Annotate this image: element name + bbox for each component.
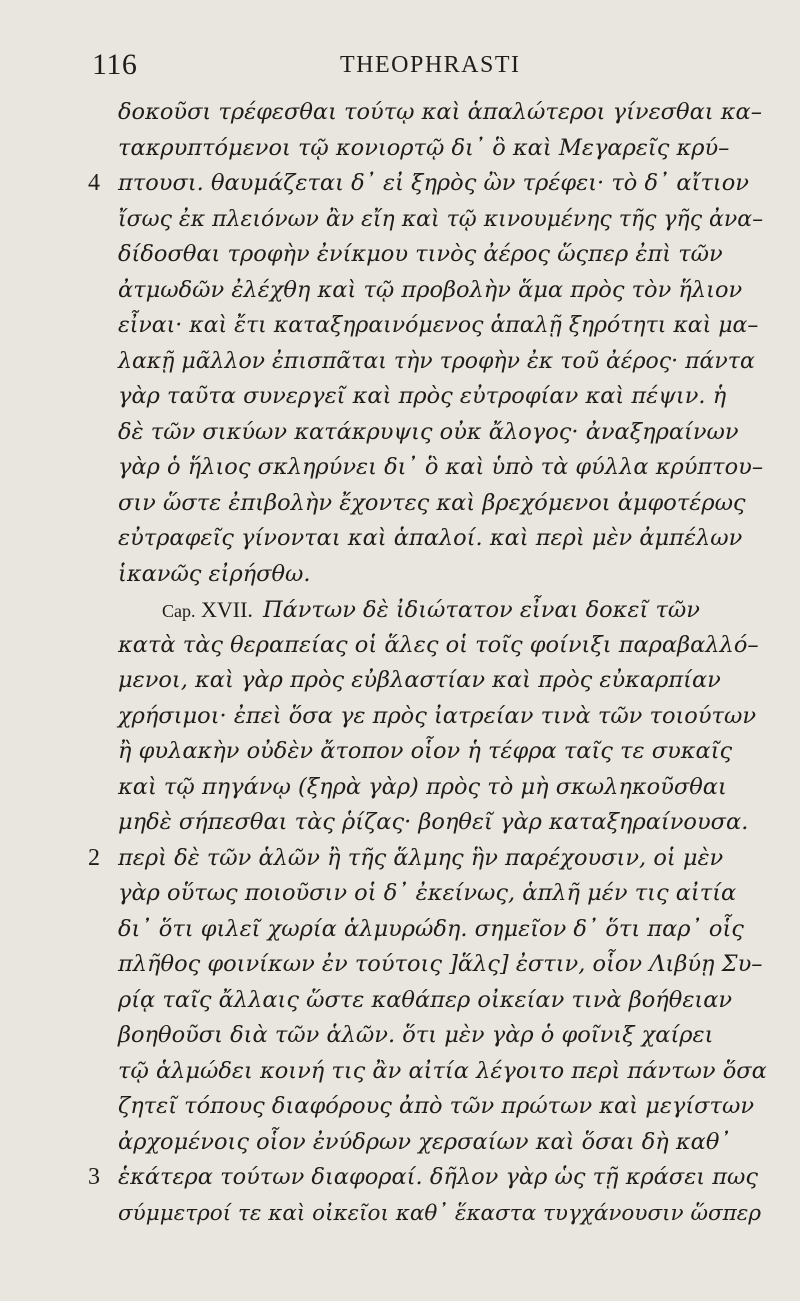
marginal-section-number: 3 [88,1164,100,1190]
line-text: καὶ τῷ πηγάνῳ (ξηρὰ γὰρ) πρὸς τὸ μὴ σκωληκοῦσθαι [118,773,727,800]
text-line [118,95,768,131]
text-line [118,450,768,486]
running-title: THEOPHRASTI [340,52,521,78]
text-line [118,557,768,593]
text-line [88,1160,768,1196]
line-text: χρήσιμοι· ἐπεὶ ὅσα γε πρὸς ἰατρείαν τινὰ τῶν τοιούτων [118,702,757,729]
text-line [118,1125,768,1161]
chapter-heading [162,597,253,622]
text-line [88,166,768,202]
text-line [118,344,768,380]
text-line [118,628,768,664]
line-text: δίδοσθαι τροφὴν ἐνίκμου τινὸς ἀέρος ὥςπερ ἐπὶ τῶν [118,241,723,267]
line-text: γὰρ ὁ ἥλιος σκληρύνει δι᾽ ὃ καὶ ὑπὸ τὰ φύλλα κρύπτου– [118,454,764,480]
text-line [118,805,768,841]
line-text: σιν ὥστε ἐπιβολὴν ἔχοντες καὶ βρεχόμενοι ἀμφοτέρως [118,489,746,516]
text-line [118,486,768,522]
text-line [118,415,768,451]
text-line [118,1089,768,1125]
text-line [118,912,768,948]
line-text: μηδὲ σήπεσθαι τὰς ῥίζας· βοηθεῖ γὰρ καταξηραίνουσα. [118,809,749,835]
line-text: βοηθοῦσι διὰ τῶν ἁλῶν. ὅτι μὲν γὰρ ὁ φοῖνιξ χαίρει [118,1022,714,1048]
text-line [118,308,768,344]
line-text: τῷ ἁλμώδει κοινή τις ἂν αἰτία λέγοιτο περὶ πάντων ὅσα [118,1057,767,1084]
line-text: ἢ φυλακὴν οὐδὲν ἄτοπον οἷον ἡ τέφρα ταῖς τε συκαῖς [118,738,733,764]
line-text: δὲ τῶν σικύων κατάκρυψις οὐκ ἄλογος· ἀναξηραίνων [118,418,739,445]
text-line [118,521,768,557]
line-text: τακρυπτόμενοι τῷ κονιορτῷ δι᾽ ὃ καὶ Μεγαρεῖς κρύ– [118,134,730,161]
text-line [118,734,768,770]
line-text: ζητεῖ τόπους διαφόρους ἀπὸ τῶν πρώτων καὶ μεγίστων [118,1093,755,1119]
line-text: λακῇ μᾶλλον ἐπισπᾶται τὴν τροφὴν ἐκ τοῦ ἀέρος· πάντα [118,348,755,374]
text-line [118,131,768,167]
line-text: Πάντων δὲ ἰδιώτατον εἶναι δοκεῖ τῶν [262,597,700,623]
text-line [118,202,768,238]
line-text: εἶναι· καὶ ἔτι καταξηραινόμενος ἁπαλῇ ξηρότητι καὶ μα– [118,313,759,338]
greek-text-block [88,95,768,1231]
text-line [118,237,768,273]
text-line [118,379,768,415]
line-text: γὰρ οὕτως ποιοῦσιν οἱ δ᾽ ἐκείνως, ἁπλῆ μέν τις αἰτία [118,880,737,906]
line-text: δοκοῦσι τρέφεσθαι τούτῳ καὶ ἁπαλώτεροι γίνεσθαι κα– [118,99,762,125]
text-line [88,841,768,877]
line-text: εὐτραφεῖς γίνονται καὶ ἁπαλοί. καὶ περὶ μὲν ἀμπέλων [118,525,743,551]
text-line [118,1018,768,1054]
line-text: ἴσως ἐκ πλειόνων ἂν εἴη καὶ τῷ κινουμένης τῆς γῆς ἀνα– [118,206,764,232]
text-line [118,770,768,806]
page-number: 116 [92,48,138,81]
line-text: ἀτμωδῶν ἐλέχθη καὶ τῷ προβολὴν ἅμα πρὸς τὸν ἥλιον [118,276,743,303]
line-text: μενοι, καὶ γὰρ πρὸς εὐβλαστίαν καὶ πρὸς εὐκαρπίαν [118,667,721,693]
text-line [118,1196,768,1232]
line-text: ρίᾳ ταῖς ἄλλαις ὥστε καθάπερ οἰκείαν τινὰ βοήθειαν [118,986,733,1013]
line-text: γὰρ ταῦτα συνεργεῖ καὶ πρὸς εὐτροφίαν καὶ πέψιν. ἡ [118,383,727,409]
text-line [118,983,768,1019]
marginal-section-number: 2 [88,844,100,871]
chapter-prefix: Cap. [162,601,196,621]
marginal-section-number: 4 [88,170,100,196]
running-header [0,44,800,84]
text-line [118,1054,768,1090]
text-line [118,699,768,735]
line-text: ἑκάτερα τούτων διαφοραί. δῆλον γὰρ ὡς τῇ κράσει πως [118,1164,759,1190]
line-text: πλῆθος φοινίκων ἐν τούτοις ]ἅλς] ἐστιν, οἷον Λιβύῃ Συ– [118,951,763,977]
line-text: ἀρχομένοις οἷον ἐνύδρων χερσαίων καὶ ὅσαι δὴ καθ᾽ [118,1128,731,1155]
text-line [118,947,768,983]
text-line [118,273,768,309]
line-text: σύμμετροί τε καὶ οἰκεῖοι καθ᾽ ἕκαστα τυγχάνουσιν ὥσπερ [118,1200,761,1226]
line-text: ἱκανῶς εἰρήσθω. [118,560,311,587]
line-text: δι᾽ ὅτι φιλεῖ χωρία ἁλμυρώδη. σημεῖον δ᾽ ὅτι παρ᾽ οἷς [118,915,744,942]
chapter-number: XVII. [201,597,253,622]
line-text: πτουσι. θαυμάζεται δ᾽ εἰ ξηρὸς ὢν τρέφει· τὸ δ᾽ αἴτιον [118,170,749,196]
text-line [118,663,768,699]
text-line [118,876,768,912]
line-text: περὶ δὲ τῶν ἁλῶν ἢ τῆς ἅλμης ἣν παρέχουσιν, οἱ μὲν [118,844,724,871]
text-line [118,592,768,628]
line-text: κατὰ τὰς θεραπείας οἱ ἅλες οἱ τοῖς φοίνιξι παραβαλλό– [118,631,759,658]
